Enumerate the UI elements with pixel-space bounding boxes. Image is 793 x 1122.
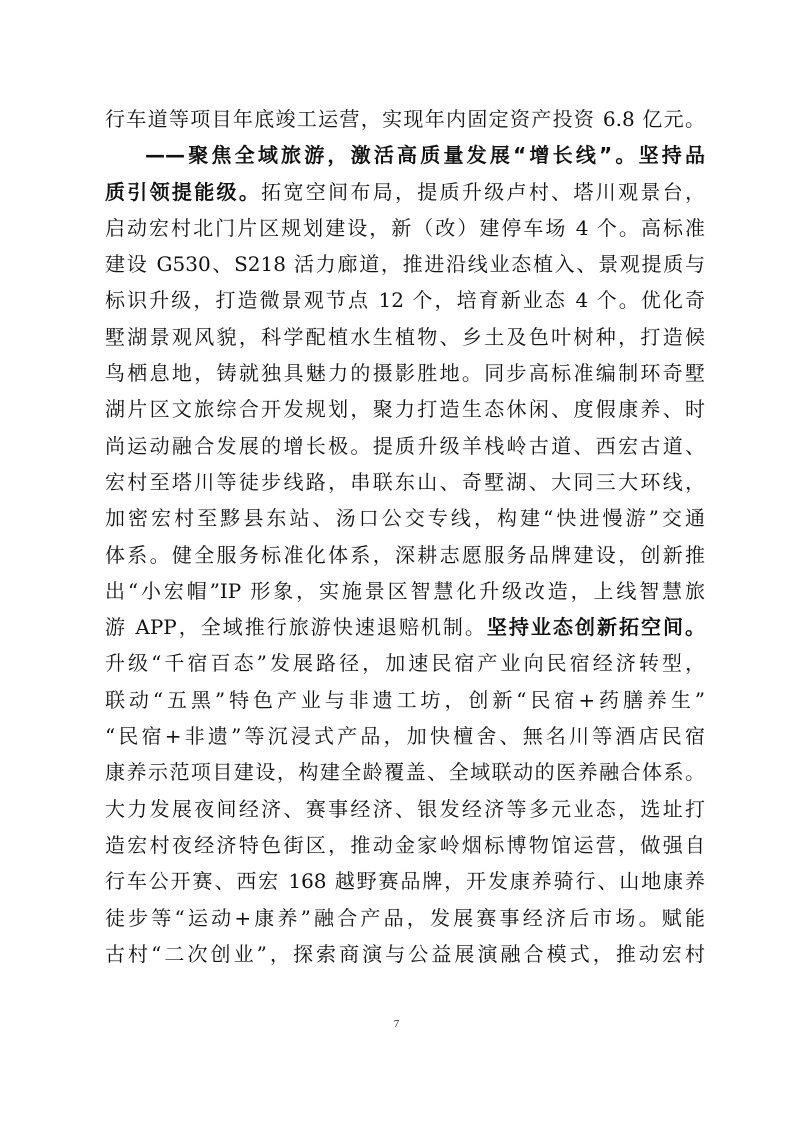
text-run: 康养示范项目建设，构建全龄覆盖、全域联动的医养融合体系。 [105,760,705,785]
text-run: 古村“二次创业”，探索商演与公益展演融合模式，推动宏村 [105,941,705,966]
text-line [105,609,705,645]
text-line [105,863,705,899]
text-run: 建设 G530、S218 活力廊道，推进沿线业态植入、景观提质与 [105,252,705,277]
text-line [105,210,705,246]
text-run: 标识升级，打造微景观节点 12 个，培育新业态 4 个。优化奇 [105,288,705,313]
page-number: 7 [393,1018,400,1030]
text-line [105,900,705,936]
text-line [105,428,705,464]
text-run: “民宿+非遗”等沉浸式产品，加快檀舍、無名川等酒店民宿 [105,724,705,749]
text-line [105,791,705,827]
text-line [105,319,705,355]
text-run: 启动宏村北门片区规划建设，新（改）建停车场 4 个。高标准 [105,215,705,240]
text-run: 徒步等“运动+康养”融合产品，发展赛事经济后市场。赋能 [105,905,705,930]
text-run: 鸟栖息地，铸就独具魅力的摄影胜地。同步高标准编制环奇墅 [105,361,705,386]
text-run: 行车公开赛、西宏 168 越野赛品牌，开发康养骑行、山地康养 [105,869,705,894]
text-run: 出“小宏帽”IP 形象，实施景区智慧化升级改造，上线智慧旅 [105,578,705,603]
text-run: 墅湖景观风貌，科学配植水生植物、乡土及色叶树种，打造候 [105,324,705,349]
text-line [105,246,705,282]
bold-text-run: 质引领提能级。 [105,179,262,204]
text-run: 湖片区文旅综合开发规划，聚力打造生态休闲、度假康养、时 [105,397,705,422]
text-line [105,391,705,427]
text-run: 行车道等项目年底竣工运营，实现年内固定资产投资 6.8 亿元。 [105,107,705,131]
bold-text-run: 坚持业态创新拓空间。 [486,615,705,640]
text-run: 升级“千宿百态”发展路径，加速民宿产业向民宿经济转型， [105,651,705,676]
text-line [105,827,705,863]
text-run: 联动“五黑”特色产业与非遗工坊，创新“民宿+药膳养生” [105,687,705,712]
text-line [105,537,705,573]
text-run: 宏村至塔川等徒步线路，串联东山、奇墅湖、大同三大环线， [105,469,705,494]
text-line [105,101,705,137]
text-line [105,573,705,609]
text-run: 拓宽空间布局，提质升级卢村、塔川观景台， [261,179,705,204]
body-text [105,101,705,972]
text-run: 造宏村夜经济特色街区，推动金家岭烟标博物馆运营，做强自 [105,832,705,857]
text-run: 尚运动融合发展的增长极。提质升级羊栈岭古道、西宏古道、 [105,433,705,458]
text-line [105,174,705,210]
text-line [105,464,705,500]
text-run: 加密宏村至黟县东站、汤口公交专线，构建“快进慢游”交通 [105,506,705,531]
text-line [105,682,705,718]
text-line [105,754,705,790]
text-run: 体系。健全服务标准化体系，深耕志愿服务品牌建设，创新推 [105,542,705,567]
text-line [105,718,705,754]
text-line [105,645,705,681]
text-run: 大力发展夜间经济、赛事经济、银发经济等多元业态，选址打 [105,796,705,821]
text-run: 游 APP，全域推行旅游快速退赔机制。 [105,615,487,640]
text-line [105,355,705,391]
bold-text-run: ——聚焦全域旅游，激活高质量发展“增长线”。坚持品 [145,143,705,168]
text-line [105,500,705,536]
text-line [105,137,705,173]
text-line [105,936,705,972]
text-line [105,282,705,318]
